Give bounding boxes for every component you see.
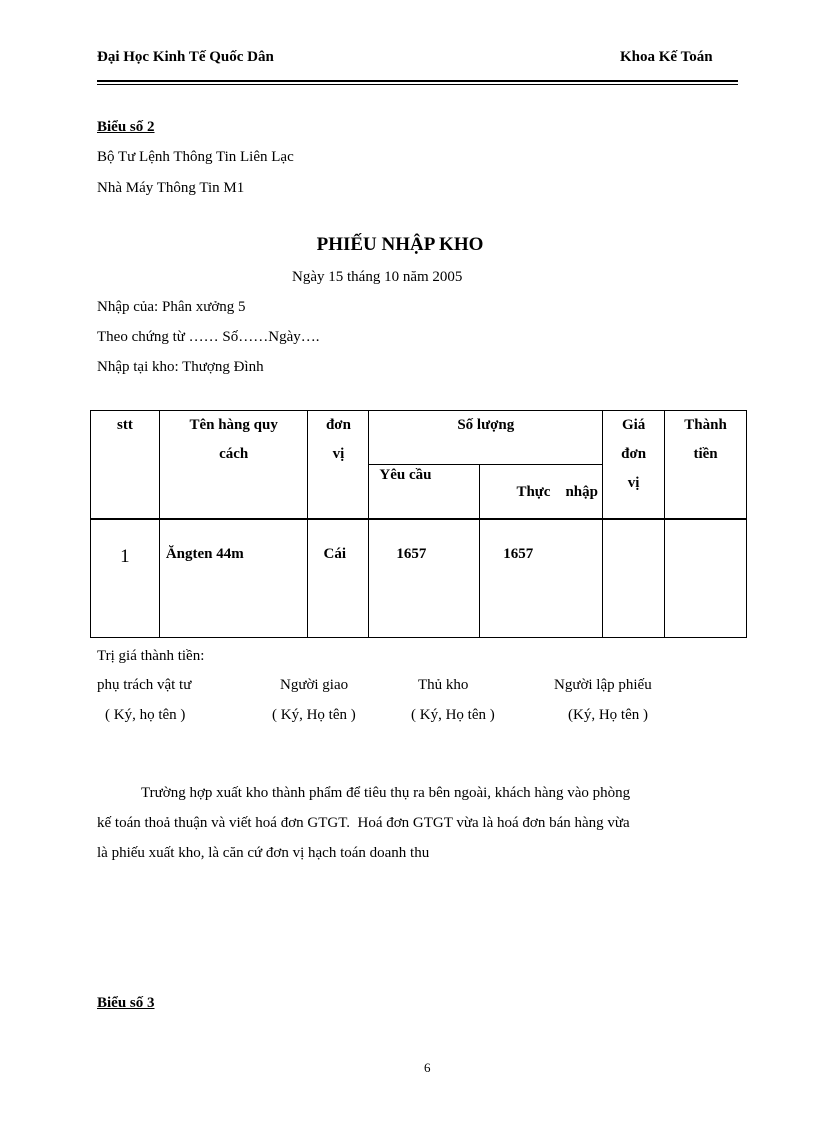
header-total-line1: Thành: [684, 417, 727, 433]
col-header-total: [665, 411, 747, 520]
cell-unit-text: Cái: [323, 546, 346, 562]
header-university: Đại Học Kinh Tế Quốc Dân: [97, 49, 274, 65]
cell-qty-requested-text: 1657: [396, 546, 427, 562]
col-header-unit: [308, 411, 369, 520]
paragraph-line-1: Trường hợp xuất kho thành phẩm để tiêu thụ ra bên ngoài, khách hàng vào phòng: [141, 785, 631, 801]
signature-hint-3: ( Ký, Họ tên ): [411, 707, 495, 723]
cell-price: [603, 519, 665, 637]
org-parent: Bộ Tư Lệnh Thông Tin Liên Lạc: [97, 149, 294, 165]
col-header-stt: [91, 411, 160, 520]
col-header-quantity: [369, 411, 603, 465]
signer-preparer: Người lập phiếu: [554, 677, 652, 693]
receipt-table: [90, 410, 747, 638]
signer-deliverer: Người giao: [280, 677, 349, 693]
paragraph-line-3: là phiếu xuất kho, là căn cứ đơn vị hạch toán doanh thu: [97, 845, 430, 861]
header-price-line2: đơn: [621, 446, 647, 462]
col-header-qty-actual: [480, 465, 603, 520]
cell-name: [159, 519, 308, 637]
total-value-label: Trị giá thành tiền:: [97, 648, 205, 664]
page-number: 6: [424, 1060, 431, 1075]
header-qty-actual-text: Thực nhập: [516, 484, 598, 500]
header-faculty: Khoa Kế Toán: [620, 49, 713, 65]
header-unit-line2: vị: [332, 446, 345, 462]
table-row: [91, 519, 747, 637]
cell-qty-actual: [480, 519, 603, 637]
header-rule-thin: [97, 84, 738, 85]
import-from: Nhập của: Phân xưởng 5: [97, 299, 246, 315]
cell-stt-text: 1: [120, 546, 130, 567]
signer-materials: phụ trách vật tư: [97, 677, 192, 693]
document-reference: Theo chứng từ …… Số……Ngày….: [97, 329, 320, 345]
cell-name-text: Ăngten 44m: [165, 546, 244, 562]
cell-stt: [91, 519, 160, 637]
header-price-line3: vị: [627, 475, 640, 491]
paragraph-line-2: kế toán thoả thuận và viết hoá đơn GTGT. Hoá đơn GTGT vừa là hoá đơn bán hàng vừa: [97, 815, 630, 831]
header-unit-line1: đơn: [325, 417, 351, 433]
warehouse: Nhập tại kho: Thượng Đình: [97, 359, 264, 375]
cell-qty-actual-text: 1657: [503, 546, 534, 562]
page-title: PHIẾU NHẬP KHO: [316, 234, 484, 255]
col-header-qty-requested: [369, 465, 480, 520]
signature-hint-4: (Ký, Họ tên ): [568, 707, 648, 723]
cell-unit: [308, 519, 369, 637]
header-rule-thick: [97, 80, 738, 82]
col-header-name: [159, 411, 308, 520]
header-total-line2: tiền: [693, 446, 718, 462]
header-price-line1: Giá: [621, 417, 646, 433]
header-qty-requested-text: Yêu cầu: [379, 467, 432, 483]
header-stt-text: stt: [116, 417, 133, 433]
cell-total: [665, 519, 747, 637]
header-name-line2: cách: [219, 446, 249, 462]
table-header-row: [91, 411, 747, 465]
header-quantity-text: Số lượng: [457, 417, 515, 433]
org-factory: Nhà Máy Thông Tin M1: [97, 180, 245, 196]
signature-hint-1: ( Ký, họ tên ): [105, 707, 186, 723]
col-header-price: [603, 411, 665, 520]
signer-storekeeper: Thủ kho: [418, 677, 469, 693]
signature-hint-2: ( Ký, Họ tên ): [272, 707, 356, 723]
cell-qty-requested: [369, 519, 480, 637]
form-date: Ngày 15 tháng 10 năm 2005: [292, 269, 463, 285]
form-label: Biểu số 2: [97, 119, 155, 135]
next-form-label: Biểu số 3: [97, 995, 155, 1011]
header-name-line1: Tên hàng quy: [189, 417, 278, 433]
